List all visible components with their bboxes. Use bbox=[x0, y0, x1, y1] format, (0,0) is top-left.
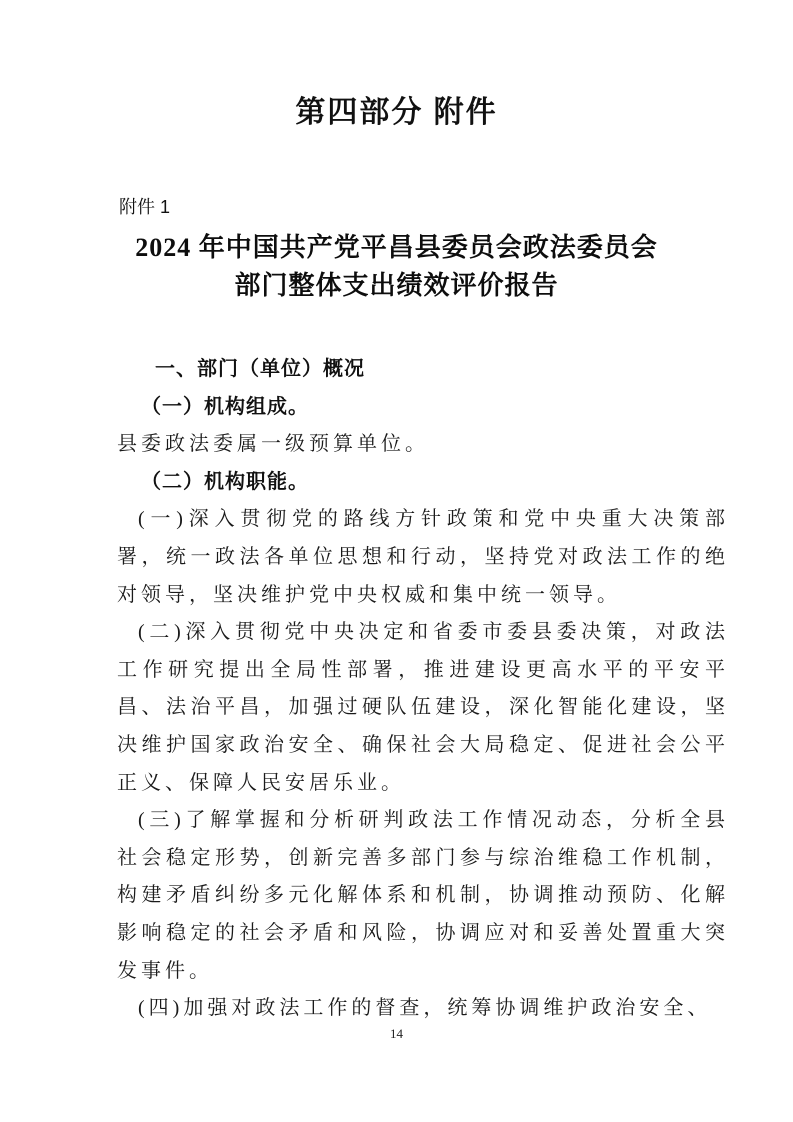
part-title: 第四部分 附件 bbox=[295, 96, 498, 129]
attachment-label: 附件 1 bbox=[119, 197, 171, 217]
report-title-line-2: 部门整体支出绩效评价报告 bbox=[234, 271, 559, 300]
report-title bbox=[40, 229, 753, 305]
paragraph-function-4: (四)加强对政法工作的督查，统筹协调维护政治安全、 bbox=[138, 997, 712, 1020]
report-title-line-1: 2024 年中国共产党平昌县委员会政法委员会 bbox=[135, 233, 658, 262]
paragraph-org-composition: 县委政法委属一级预算单位。 bbox=[117, 433, 429, 456]
paragraph-function-1: (一)深入贯彻党的路线方针政策和党中央重大决策部署，统一政法各单位思想和行动，坚持党对政法工作的绝对领导，坚决维护党中央权威和集中统一领导。 bbox=[117, 508, 729, 606]
paragraph-function-2: (二)深入贯彻党中央决定和省委市委县委决策，对政法工作研究提出全局性部署，推进建设更高水平的平安平昌、法治平昌，加强过硬队伍建设，深化智能化建设，坚决维护国家政治安全、确保社会大局稳定、促进社会公平正义、保障人民安居乐业。 bbox=[117, 621, 729, 794]
paragraph-function-3: (三)了解掌握和分析研判政法工作情况动态，分析全县社会稳定形势，创新完善多部门参与综治维稳工作机制，构建矛盾纠纷多元化解体系和机制，协调推动预防、化解影响稳定的社会矛盾和风险，协调应对和妥善处置重大突发事件。 bbox=[117, 809, 729, 982]
document-body bbox=[117, 351, 729, 1028]
subsection-heading-org: （一）机构组成。 bbox=[141, 395, 309, 418]
subsection-heading-functions: （二）机构职能。 bbox=[141, 470, 309, 493]
page-number: 14 bbox=[390, 1026, 403, 1041]
section-heading: 一、部门（单位）概况 bbox=[155, 358, 365, 380]
